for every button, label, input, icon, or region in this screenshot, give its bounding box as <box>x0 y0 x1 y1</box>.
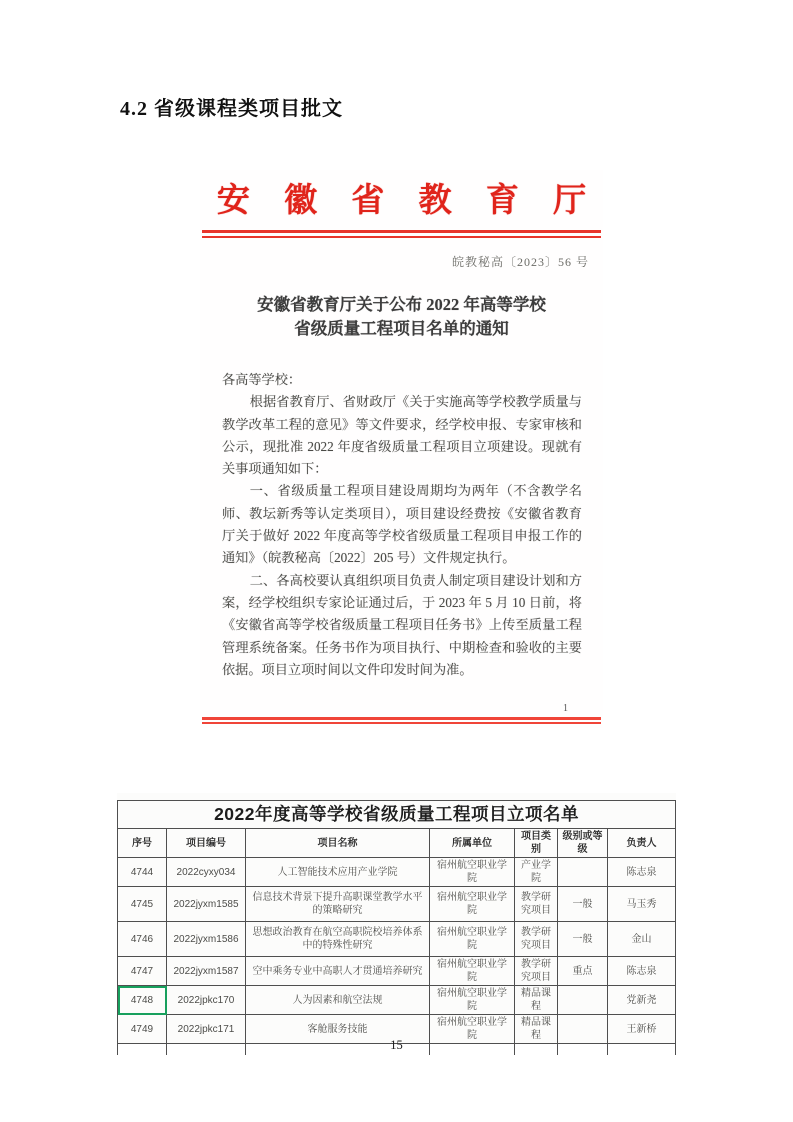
project-table-image <box>117 793 676 1055</box>
table-cell: 4744 <box>118 858 167 887</box>
letter-paragraph: 一、省级质量工程项目建设周期均为两年（不含教学名师、教坛新秀等认定类项目），项目建设经费按《安徽省教育厅关于做好 2022 年度高等学校省级质量工程项目申报工作的通知》（皖教秘高〔2022〕205 号）文件规定执行。 <box>222 483 582 566</box>
project-table <box>117 800 676 1055</box>
table-cell: 空中乘务专业中高职人才贯通培养研究 <box>246 957 430 986</box>
table-cell: 党新尧 <box>608 986 676 1015</box>
letter-body <box>222 369 582 681</box>
table-cell: 2022jpkc171 <box>167 1015 246 1044</box>
table-cell: 陈志泉 <box>608 858 676 887</box>
table-cell: 陈志泉 <box>608 957 676 986</box>
table-cell: 教学研究项目 <box>515 887 558 922</box>
table-cell: 2022jyxm1587 <box>167 957 246 986</box>
letter-page-number: 1 <box>563 703 568 714</box>
column-header: 所属单位 <box>430 829 515 858</box>
table-cell: 2022jyxm1585 <box>167 887 246 922</box>
column-header: 项目名称 <box>246 829 430 858</box>
table-cell: 人工智能技术应用产业学院 <box>246 858 430 887</box>
table-cell: 一般 <box>558 922 608 957</box>
table-cell: 宿州航空职业学院 <box>430 957 515 986</box>
table-cell: 教学研究项目 <box>515 957 558 986</box>
table-cell: 金山 <box>608 922 676 957</box>
letterhead-agency-name: 安 徽 省 教 育 厅 <box>216 183 600 219</box>
letter-salutation: 各高等学校： <box>222 372 302 387</box>
table-cell <box>558 986 608 1015</box>
table-header-row <box>118 829 676 858</box>
table-cell: 人为因素和航空法规 <box>246 986 430 1015</box>
table-title-row <box>118 801 676 829</box>
table-row <box>118 858 676 887</box>
letter-title <box>200 293 603 341</box>
table-cell: 4747 <box>118 957 167 986</box>
table-cell <box>558 858 608 887</box>
column-header: 序号 <box>118 829 167 858</box>
table-cell: 信息技术背景下提升高职课堂教学水平的策略研究 <box>246 887 430 922</box>
table-cell: 重点 <box>558 957 608 986</box>
table-cell: 思想政治教育在航空高职院校培养体系中的特殊性研究 <box>246 922 430 957</box>
letter-bottom-red-rule <box>202 717 601 724</box>
table-cell: 王新桥 <box>608 1015 676 1044</box>
letter-paragraph: 根据省教育厅、省财政厅《关于实施高等学校教学质量与教学改革工程的意见》等文件要求，经学校申报、专家审核和公示，现批准 2022 年度省级质量工程项目立项建设。现就有关事项通知如下： <box>222 394 582 477</box>
official-letter-image <box>200 170 603 728</box>
table-cell: 2022jpkc170 <box>167 986 246 1015</box>
table-cell: 2022cyxy034 <box>167 858 246 887</box>
table-row <box>118 922 676 957</box>
table-cell: 4745 <box>118 887 167 922</box>
table-cell: 精品课程 <box>515 1015 558 1044</box>
table-title: 2022年度高等学校省级质量工程项目立项名单 <box>118 801 676 829</box>
letter-title-line-2: 省级质量工程项目名单的通知 <box>294 319 509 338</box>
letterhead-red-rule <box>202 230 601 238</box>
table-cell: 4749 <box>118 1015 167 1044</box>
table-body <box>118 858 676 1056</box>
table-row <box>118 887 676 922</box>
table-cell: 客舱服务技能 <box>246 1015 430 1044</box>
section-heading: 4.2 省级课程类项目批文 <box>120 98 343 120</box>
table-cell: 4748 <box>118 986 167 1015</box>
table-cell: 宿州航空职业学院 <box>430 887 515 922</box>
column-header: 级别或等级 <box>558 829 608 858</box>
document-number: 皖教秘高〔2023〕56 号 <box>451 255 589 269</box>
table-cell: 4746 <box>118 922 167 957</box>
table-cell: 宿州航空职业学院 <box>430 1015 515 1044</box>
column-header: 负责人 <box>608 829 676 858</box>
table-row <box>118 986 676 1015</box>
table-cell: 教学研究项目 <box>515 922 558 957</box>
letter-paragraph: 二、各高校要认真组织项目负责人制定项目建设计划和方案，经学校组织专家论证通过后，于 2023 年 5 月 10 日前，将《安徽省高等学校省级质量工程项目任务书》上传至质量工程管理系统备案。任务书作为项目执行、中期检查和验收的主要依据。项目立项时间以文件印发时间为准。 <box>222 572 582 677</box>
table-cell: 精品课程 <box>515 986 558 1015</box>
letter-title-line-1: 安徽省教育厅关于公布 2022 年高等学校 <box>257 295 546 314</box>
column-header: 项目编号 <box>167 829 246 858</box>
table-cell: 2022jyxm1586 <box>167 922 246 957</box>
table-cell: 马玉秀 <box>608 887 676 922</box>
table-cell: 宿州航空职业学院 <box>430 922 515 957</box>
page-number: 15 <box>390 1038 403 1052</box>
table-cell: 宿州航空职业学院 <box>430 986 515 1015</box>
table-cell: 产业学院 <box>515 858 558 887</box>
table-row <box>118 957 676 986</box>
table-cell: 宿州航空职业学院 <box>430 858 515 887</box>
table-cell: 一般 <box>558 887 608 922</box>
column-header: 项目类别 <box>515 829 558 858</box>
